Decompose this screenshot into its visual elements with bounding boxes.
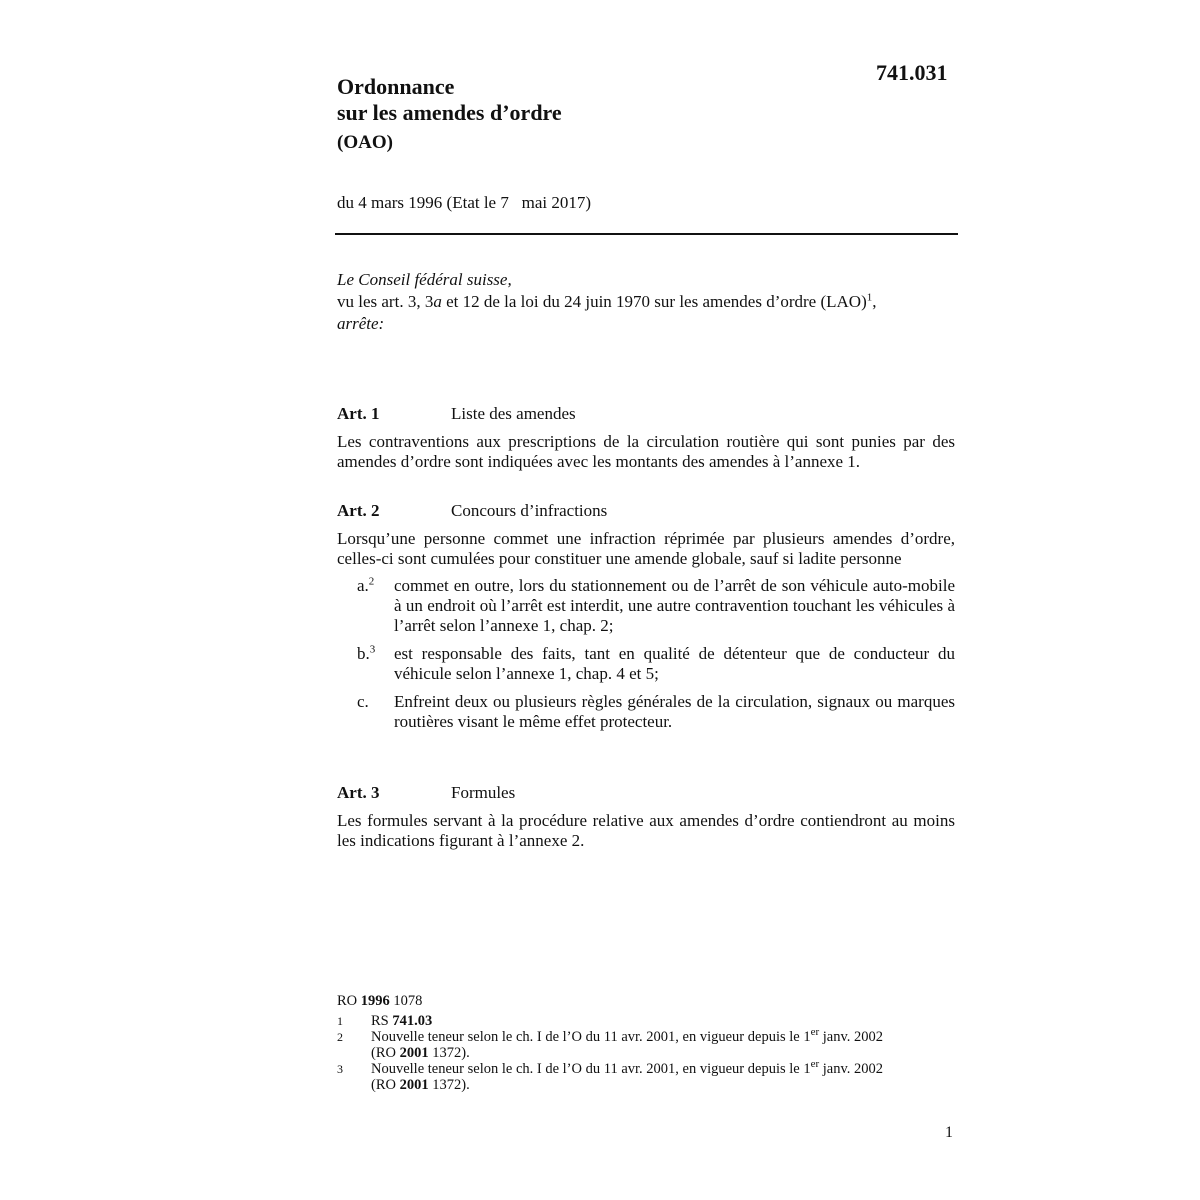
official-source (337, 993, 947, 1009)
list-item-c (337, 692, 955, 732)
article-title: Liste des amendes (451, 404, 576, 423)
title-abbreviation: (OAO) (337, 132, 393, 153)
article-heading (337, 783, 955, 805)
footnote-text-b: janv. 2002 (819, 1061, 884, 1077)
footnote-ref-bold: 2001 (399, 1077, 429, 1093)
footnote-text (371, 1058, 947, 1093)
source-year: 1996 (360, 993, 390, 1009)
footnote-sup: er (810, 1058, 820, 1071)
footnote-number: 1 (337, 1014, 343, 1028)
article-heading (337, 501, 955, 523)
footnote-ref-prefix: (RO (371, 1077, 400, 1093)
footnote-ref-1[interactable]: 1 (866, 291, 873, 304)
preamble-basis-italic: a (433, 292, 442, 311)
article-number: Art. 3 (337, 783, 380, 802)
list-item-b (337, 644, 955, 684)
footnote-ref-2[interactable]: 2 (368, 575, 375, 588)
date-line: du 4 mars 1996 (Etat le 7 mai 2017) (337, 193, 592, 212)
list-letter: a. (357, 576, 369, 595)
list-text: Enfreint deux ou plusieurs règles générales de la circulation, signaux ou marques routières visant le même effet protecteur. (394, 692, 955, 731)
source-prefix: RO (337, 993, 361, 1009)
list-item-a (337, 576, 955, 636)
article-body: Les formules servant à la procédure relative aux amendes d’ordre contiendront au moins les indications figurant à l’annexe 2. (337, 811, 955, 850)
footnote-ref-3[interactable]: 3 (369, 643, 376, 656)
header-divider (335, 233, 958, 235)
preamble-basis-text-1: vu les art. 3, 3 (337, 292, 434, 311)
footnote-1 (337, 1013, 947, 1029)
footnote-text-b: janv. 2002 (819, 1029, 884, 1045)
article-3 (337, 783, 955, 851)
article-2 (337, 501, 955, 740)
footnotes (337, 993, 947, 1093)
article-list (337, 576, 955, 732)
footnote-text-a: Nouvelle teneur selon le ch. I de l’O du 11 avr. 2001, en vigueur depuis le 1 (371, 1061, 811, 1077)
title-line-2: sur les amendes d’ordre (337, 100, 562, 125)
article-1 (337, 404, 955, 472)
list-text: commet en outre, lors du stationnement ou de l’arrêt de son véhicule auto-mobile à un endroit où l’arrêt est interdit, une autre contravention touchant les véhicules à l’arrêt selon l’annexe 1, chap. 2; (394, 576, 955, 635)
footnote-prefix: RS (371, 1013, 393, 1029)
footnote-ref-end: 1372). (428, 1077, 470, 1093)
source-page: 1078 (389, 993, 423, 1009)
sr-number: 741.031 (876, 60, 948, 85)
preamble-basis-end: , (872, 292, 877, 311)
footnote-number: 2 (337, 1030, 343, 1044)
page-number: 1 (945, 1124, 953, 1141)
list-marker (337, 692, 394, 732)
article-title: Concours d’infractions (451, 501, 608, 520)
article-number: Art. 2 (337, 501, 380, 520)
preamble-basis (337, 291, 957, 313)
preamble (337, 269, 957, 335)
list-marker (337, 576, 394, 636)
list-letter: c. (357, 692, 369, 711)
article-heading (337, 404, 955, 426)
footnote-ref-end: 1372). (428, 1045, 470, 1061)
list-marker (337, 644, 394, 684)
list-text: est responsable des faits, tant en qualité de détenteur que de conducteur du véhicule selon l’annexe 1, chap. 4 et 5; (394, 644, 955, 683)
footnote-2 (337, 1026, 947, 1061)
preamble-basis-text-2: et 12 de la loi du 24 juin 1970 sur les amendes d’ordre (LAO) (441, 292, 867, 311)
document-title (337, 74, 562, 156)
footnote-ref-bold: 2001 (399, 1045, 429, 1061)
footnote-ref-prefix: (RO (371, 1045, 400, 1061)
footnote-3 (337, 1058, 947, 1093)
footnote-text (371, 1026, 947, 1061)
preamble-authority: Le Conseil fédéral suisse, (337, 270, 512, 289)
footnote-text-a: Nouvelle teneur selon le ch. I de l’O du 11 avr. 2001, en vigueur depuis le 1 (371, 1029, 811, 1045)
footnote-number: 3 (337, 1062, 343, 1076)
article-body: Les contraventions aux prescriptions de la circulation routière qui sont punies par des amendes d’ordre sont indiquées avec les montants des amendes à l’annexe 1. (337, 432, 955, 471)
article-body: Lorsqu’une personne commet une infraction réprimée par plusieurs amendes d’ordre, celles-ci sont cumulées pour constituer une amende globale, sauf si ladite personne (337, 529, 955, 568)
footnote-bold: 741.03 (392, 1013, 433, 1029)
footnote-text (371, 1013, 947, 1029)
article-title: Formules (451, 783, 516, 802)
footnote-sup: er (810, 1026, 820, 1039)
list-letter: b. (357, 644, 370, 663)
article-number: Art. 1 (337, 404, 380, 423)
preamble-decree: arrête: (337, 314, 385, 333)
title-line-1: Ordonnance (337, 74, 455, 99)
